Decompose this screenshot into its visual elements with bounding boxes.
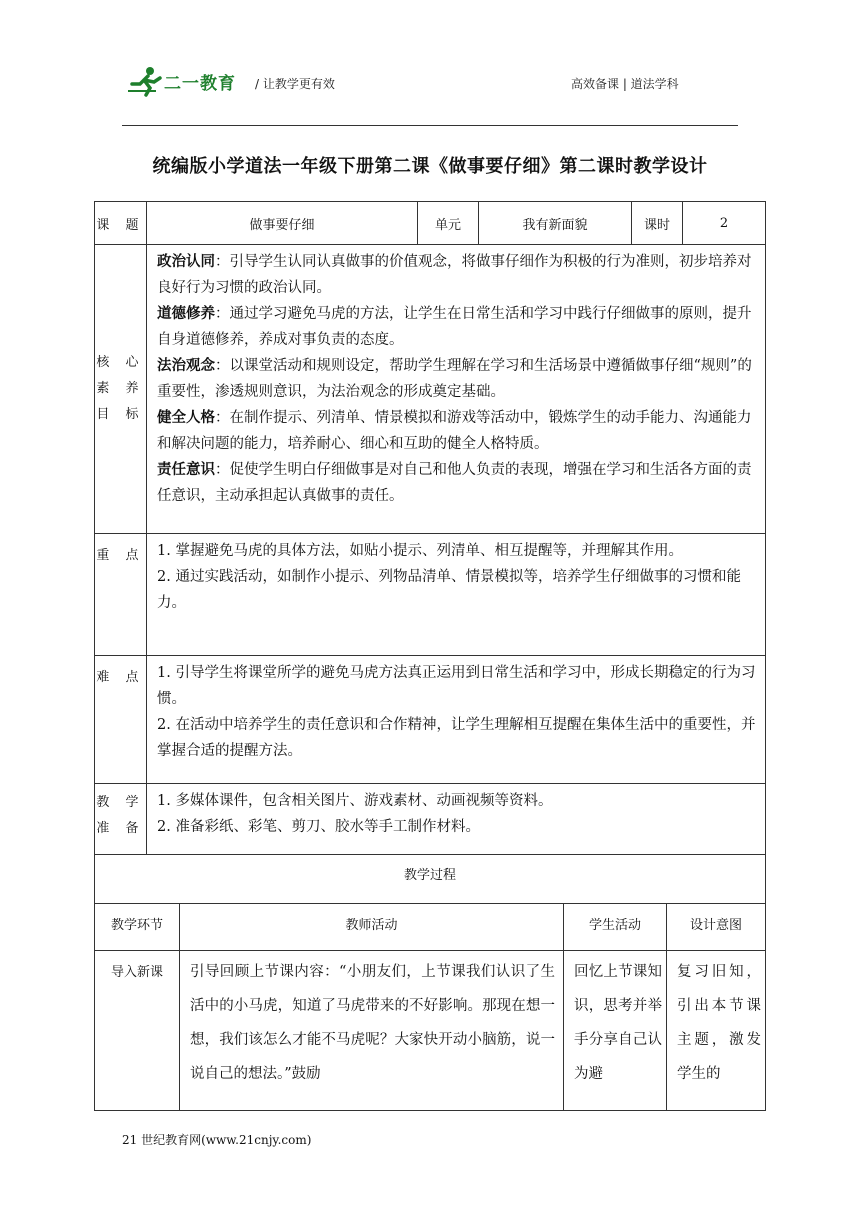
key-point-item: 2. 通过实践活动，如制作小提示、列物品清单、情景模拟等，培养学生仔细做事的习惯和能力。 bbox=[157, 569, 741, 611]
topic-label: 课 题 bbox=[94, 201, 147, 245]
key-points-content bbox=[146, 533, 766, 656]
core-goal-item bbox=[157, 353, 757, 405]
page-footer: 21 世纪教育网(www.21cnjy.com) bbox=[122, 1133, 312, 1147]
core-goal-key: 政治认同 bbox=[157, 254, 215, 270]
core-goals-label-line: 素 养 bbox=[96, 381, 145, 396]
unit-label: 单元 bbox=[417, 201, 479, 245]
core-goal-key: 道德修养 bbox=[157, 306, 215, 322]
core-goal-text: ：引导学生认同认真做事的价值观念，将做事仔细作为积极的行为准则，初步培养对良好行为习惯的政治认同。 bbox=[157, 254, 752, 296]
topic-value: 做事要仔细 bbox=[146, 201, 418, 245]
process-header-teacher: 教师活动 bbox=[179, 903, 564, 951]
process-header-intent: 设计意图 bbox=[666, 903, 766, 951]
difficult-points-content bbox=[146, 655, 766, 784]
core-goals-label-line: 核 心 bbox=[96, 355, 145, 370]
key-point-item: 1. 掌握避免马虎的具体方法，如贴小提示、列清单、相互提醒等，并理解其作用。 bbox=[157, 543, 683, 559]
core-goal-item bbox=[157, 457, 757, 509]
process-stage-cell: 导入新课 bbox=[94, 950, 180, 1111]
header-subject: 高效备课 | 道法学科 bbox=[571, 77, 679, 91]
core-goal-key: 法治观念 bbox=[157, 358, 215, 374]
period-value: 2 bbox=[682, 201, 766, 245]
difficult-points-label: 难 点 bbox=[94, 655, 147, 784]
process-header-student: 学生活动 bbox=[563, 903, 667, 951]
core-goal-text: ：以课堂活动和规则设定，帮助学生理解在学习和生活场景中遵循做事仔细“规则”的重要性，渗透规则意识，为法治观念的形成奠定基础。 bbox=[157, 358, 752, 400]
difficult-point-item: 2. 在活动中培养学生的责任意识和合作精神，让学生理解相互提醒在集体生活中的重要性，并掌握合适的提醒方法。 bbox=[157, 717, 756, 759]
difficult-point-item: 1. 引导学生将课堂所学的避免马虎方法真正运用到日常生活和学习中，形成长期稳定的行为习惯。 bbox=[157, 665, 756, 707]
runner-icon bbox=[126, 64, 166, 98]
core-goal-key: 责任意识 bbox=[157, 462, 215, 478]
process-student-cell: 回忆上节课知识，思考并举手分享自己认为避 bbox=[563, 950, 667, 1111]
preparation-item: 2. 准备彩纸、彩笔、剪刀、胶水等手工制作材料。 bbox=[157, 819, 480, 835]
process-teacher-cell: 引导回顾上节课内容：“小朋友们，上节课我们认识了生活中的小马虎，知道了马虎带来的不好影响。那现在想一想，我们该怎么才能不马虎呢？大家快开动小脑筋，说一说自己的想法。”鼓励 bbox=[179, 950, 564, 1111]
preparation-label-line: 教 学 bbox=[96, 795, 145, 810]
core-goals-label-line: 目 标 bbox=[96, 407, 145, 422]
core-goal-text: ：通过学习避免马虎的方法，让学生在日常生活和学习中践行仔细做事的原则，提升自身道德修养，养成对事负责的态度。 bbox=[157, 306, 752, 348]
preparation-label bbox=[94, 783, 147, 855]
period-label: 课时 bbox=[631, 201, 683, 245]
logo-text: 二一教育 bbox=[164, 74, 236, 94]
unit-value: 我有新面貌 bbox=[478, 201, 632, 245]
key-points-label: 重 点 bbox=[94, 533, 147, 656]
core-goal-item bbox=[157, 301, 757, 353]
preparation-item: 1. 多媒体课件，包含相关图片、游戏素材、动画视频等资料。 bbox=[157, 793, 553, 809]
core-goal-text: ：在制作提示、列清单、情景模拟和游戏等活动中，锻炼学生的动手能力、沟通能力和解决问题的能力，培养耐心、细心和互助的健全人格特质。 bbox=[157, 410, 752, 452]
process-title: 教学过程 bbox=[94, 854, 766, 904]
core-goal-key: 健全人格 bbox=[157, 410, 215, 426]
document-title: 统编版小学道法一年级下册第二课《做事要仔细》第二课时教学设计 bbox=[152, 156, 708, 177]
slogan: / 让教学更有效 bbox=[255, 77, 335, 91]
header-divider bbox=[122, 125, 738, 126]
core-goals-label bbox=[94, 244, 147, 534]
core-goal-item bbox=[157, 249, 757, 301]
site-logo bbox=[126, 64, 238, 98]
core-goal-text: ：促使学生明白仔细做事是对自己和他人负责的表现，增强在学习和生活各方面的责任意识，主动承担起认真做事的责任。 bbox=[157, 462, 752, 504]
process-intent-cell: 复习旧知，引出本节课主题，激发学生的 bbox=[666, 950, 766, 1111]
core-goals-content bbox=[146, 244, 766, 534]
core-goal-item bbox=[157, 405, 757, 457]
preparation-content bbox=[146, 783, 766, 855]
preparation-label-line: 准 备 bbox=[96, 821, 145, 836]
process-header-stage: 教学环节 bbox=[94, 903, 180, 951]
